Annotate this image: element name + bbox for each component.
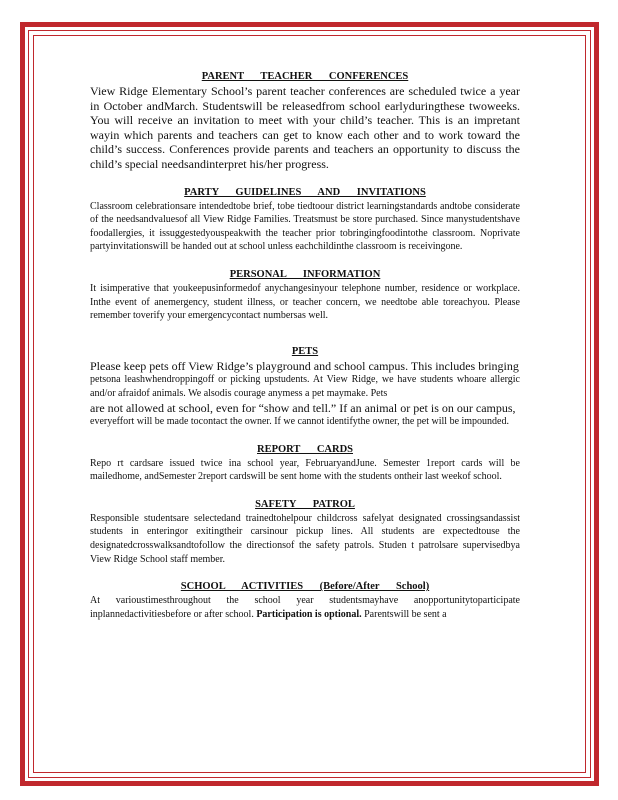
section-safety-patrol (90, 498, 520, 566)
section-text: View Ridge Elementary School’s parent teacher conferences are scheduled twice a year in October andMarch. Studentswill be releasedfrom school earlyduringthese twoweeks. You will receive an invitation to meet with your child’s teacher. This is an impretant wayin which parents and teachers can get to know each other and to work toward the child’s success. Conferences provide parents and teachers an opportunity to discuss the child’s special needsandinterpret his/her progress. (90, 84, 520, 171)
section-text: petsona leashwhendroppingoff or picking upstudents. At View Ridge, we have students whoare allergic and/or afraidof animals. We alsodis courage anymess a pet maymake. Pets (90, 374, 520, 399)
section-party-guidelines (90, 186, 520, 254)
section-report-cards (90, 443, 520, 484)
section-personal-information (90, 268, 520, 323)
section-heading: REPORT CARDS (257, 443, 353, 455)
section-text-large: Please keep pets off View Ridge’s playground and school campus. This includes bringing (90, 358, 519, 373)
section-text-large-2: are not allowed at school, even for “show and tell.” If an animal or pet is on our campus, (90, 400, 516, 415)
section-text (90, 594, 520, 621)
section-text: It isimperative that youkeepusinformedof anychangesinyour telephone number, residence or workplace. Inthe event of anemergency, student illness, or teacher concern, we needtobe able toreachyou. Please remember toverify your emergencycontact numbersas well. (90, 282, 520, 322)
section-text-2: everyeffort will be made tocontact the owner. If we cannot identifythe owner, the pet will be impounded. (90, 416, 509, 428)
activities-optional-note: Participation is optional. (256, 608, 362, 620)
section-heading: SCHOOL ACTIVITIES (Before/After School) (180, 581, 430, 593)
section-heading: PETS (291, 345, 319, 357)
section-heading: PERSONAL INFORMATION (229, 268, 381, 280)
section-heading: SAFETY PATROL (255, 498, 355, 510)
document-body (90, 70, 520, 621)
activities-text: At varioustimesthroughout the school year studentsmayhave anopportunitytoparticipate inplannedactivitiesbefore or after school. (90, 595, 520, 620)
section-text: Repo rt cardsare issued twice ina school year, FebruaryandJune. Semester 1report cards will be mailedhome, andSemester 2report cardswill be sent home with the students ontheir last weekof school. (90, 457, 520, 483)
section-parent-teacher-conferences (90, 70, 520, 172)
section-school-activities (90, 580, 520, 621)
section-pets (90, 345, 520, 429)
section-text: Classroom celebrationsare intendedtobe brief, tobe tiedtoour district learningstandards andtobe considerate of the needsandvaluesof all View Ridge Families. Treatsmust be store purchased. Since manystudentshave foodallergies, it issuggestedyouspeakwith the teacher prior tobringingfoodintothe classroom. Noprivate partyinvitationswill be handed out at school unless eachchildinthe classroom is receivingone. (90, 200, 520, 253)
section-text: Responsible studentsare selectedand trainedtohelpour childcross safelyat designated crossingsandassist students in enteringor exitingtheir carsinour pickup lines. All students are expectedtouse the designatedcrosswalksandtofollow the directionsof the safety patrols. Studen t patrolsare supervisedbya View Ridge School staff member. (90, 512, 520, 565)
activities-text-end: Parentswill be sent a (364, 608, 447, 620)
section-heading: PARTY GUIDELINES AND INVITATIONS (184, 186, 426, 198)
section-heading: PARENT TEACHER CONFERENCES (201, 71, 409, 82)
